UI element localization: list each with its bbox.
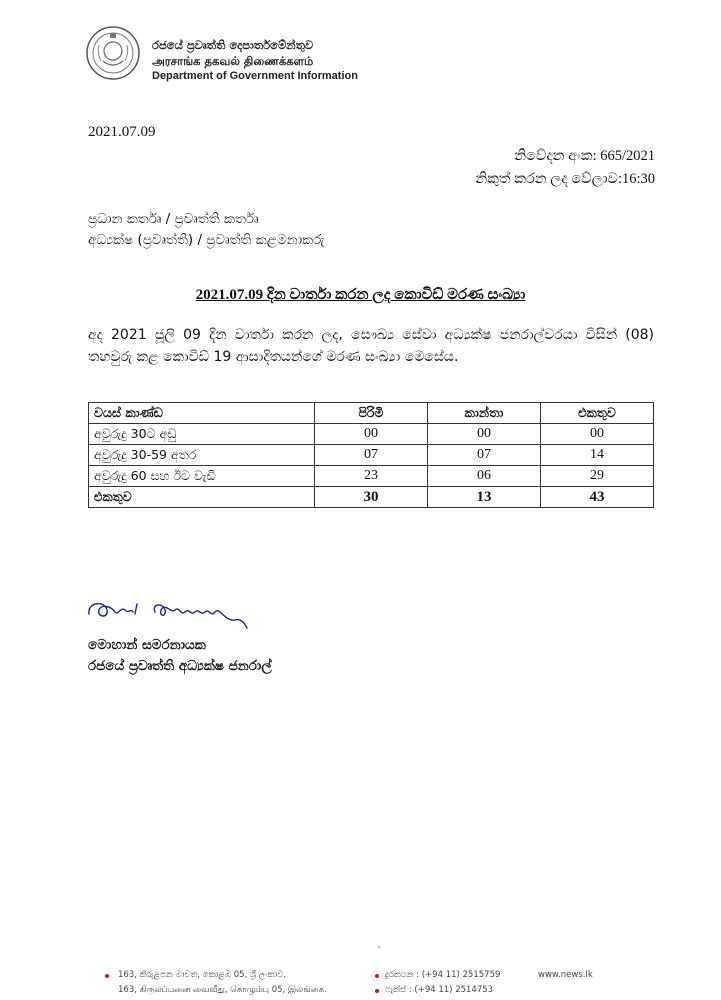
cell-male: 07 — [315, 445, 428, 466]
table-row — [89, 424, 654, 445]
deaths-table — [88, 402, 654, 508]
government-emblem — [85, 25, 141, 81]
footer-address-sinhala: 163, කිරුළපන මාවත, කොළඹ 05, ශ්‍රී ලංකාව. — [118, 970, 286, 980]
cell-total: 00 — [541, 424, 654, 445]
letterhead-sinhala: රජයේ ප්‍රවෘත්ති දෙපාර්තමේන්තුව — [152, 38, 314, 52]
cell-female: 00 — [428, 424, 541, 445]
total-female: 13 — [428, 487, 541, 508]
addressee-line-2: අධ්‍යක්ෂ (ප්‍රවෘත්ති) / ප්‍රවෘත්ති කළමනාකරු — [88, 232, 325, 248]
document-title: 2021.07.09 දින වාර්තා කරන ලද කොවිඩ් මරණ සංඛ්‍යා — [195, 287, 526, 303]
header-total: එකතුව — [541, 403, 654, 424]
footer-address-tamil: 163, கிருலப்பனை வைவீது, கொழும்பு 05, இலங்கை. — [118, 985, 327, 995]
body-paragraph: අද 2021 ජූලි 09 දින වාර්තා කරන ලද, සෞඛ්‍ය සේවා අධ්‍යක්ෂ ජනරාල්වරයා විසින් (08) තහවුරු කළ කොවිඩ් 19 ආසාදිතයන්ගේ මරණ සංඛ්‍යා මෙසේය. — [88, 327, 654, 365]
release-number: නිවේදන අංක: 665/2021 — [514, 148, 655, 164]
signatory-title: රජයේ ප්‍රවෘත්ති අධ්‍යක්ෂ ජනරාල් — [88, 658, 272, 674]
handwritten-signature — [85, 592, 250, 632]
table-row — [89, 445, 654, 466]
document-date: 2021.07.09 — [88, 124, 156, 140]
letterhead-tamil: அரசாங்க தகவல் திணைக்களம் — [152, 54, 314, 68]
cell-female: 07 — [428, 445, 541, 466]
letterhead-english: Department of Government Information — [152, 70, 358, 82]
table-total-row — [89, 487, 654, 508]
header-female: කාන්තා — [428, 403, 541, 424]
total-label: එකතුව — [89, 487, 315, 508]
footer-bullet — [375, 989, 379, 993]
cell-age-group: අවුරුදු 30-59 අතර — [89, 445, 315, 466]
document-title-wrap — [0, 286, 721, 304]
total-all: 43 — [541, 487, 654, 508]
cell-female: 06 — [428, 466, 541, 487]
table-header-row — [89, 403, 654, 424]
header-male: පිරිමි — [315, 403, 428, 424]
header-age-group: වයස් කාණ්ඩ — [89, 403, 315, 424]
footer-website[interactable]: www.news.lk — [538, 970, 593, 980]
release-time: නිකුත් කරන ලද වේලාව:16:30 — [475, 171, 655, 187]
footer-phone: දුරකථන : (+94 11) 2515759 — [385, 970, 501, 980]
cell-male: 23 — [315, 466, 428, 487]
cell-male: 00 — [315, 424, 428, 445]
cell-age-group: අවුරුදු 30ට අඩු — [89, 424, 315, 445]
footer-bullet — [375, 974, 379, 978]
footer-mark — [378, 946, 380, 948]
footer-fax: ෆැක්ස් : (+94 11) 2514753 — [385, 985, 494, 995]
addressee-line-1: ප්‍රධාන කර්තෘ / ප්‍රවෘත්ති කර්තෘ — [88, 211, 259, 227]
total-male: 30 — [315, 487, 428, 508]
signatory-name: මොහාන් සමරනායක — [88, 637, 206, 653]
cell-total: 29 — [541, 466, 654, 487]
footer-bullet — [105, 974, 109, 978]
cell-total: 14 — [541, 445, 654, 466]
cell-age-group: අවුරුදු 60 සහ ඊට වැඩි — [89, 466, 315, 487]
table-row — [89, 466, 654, 487]
